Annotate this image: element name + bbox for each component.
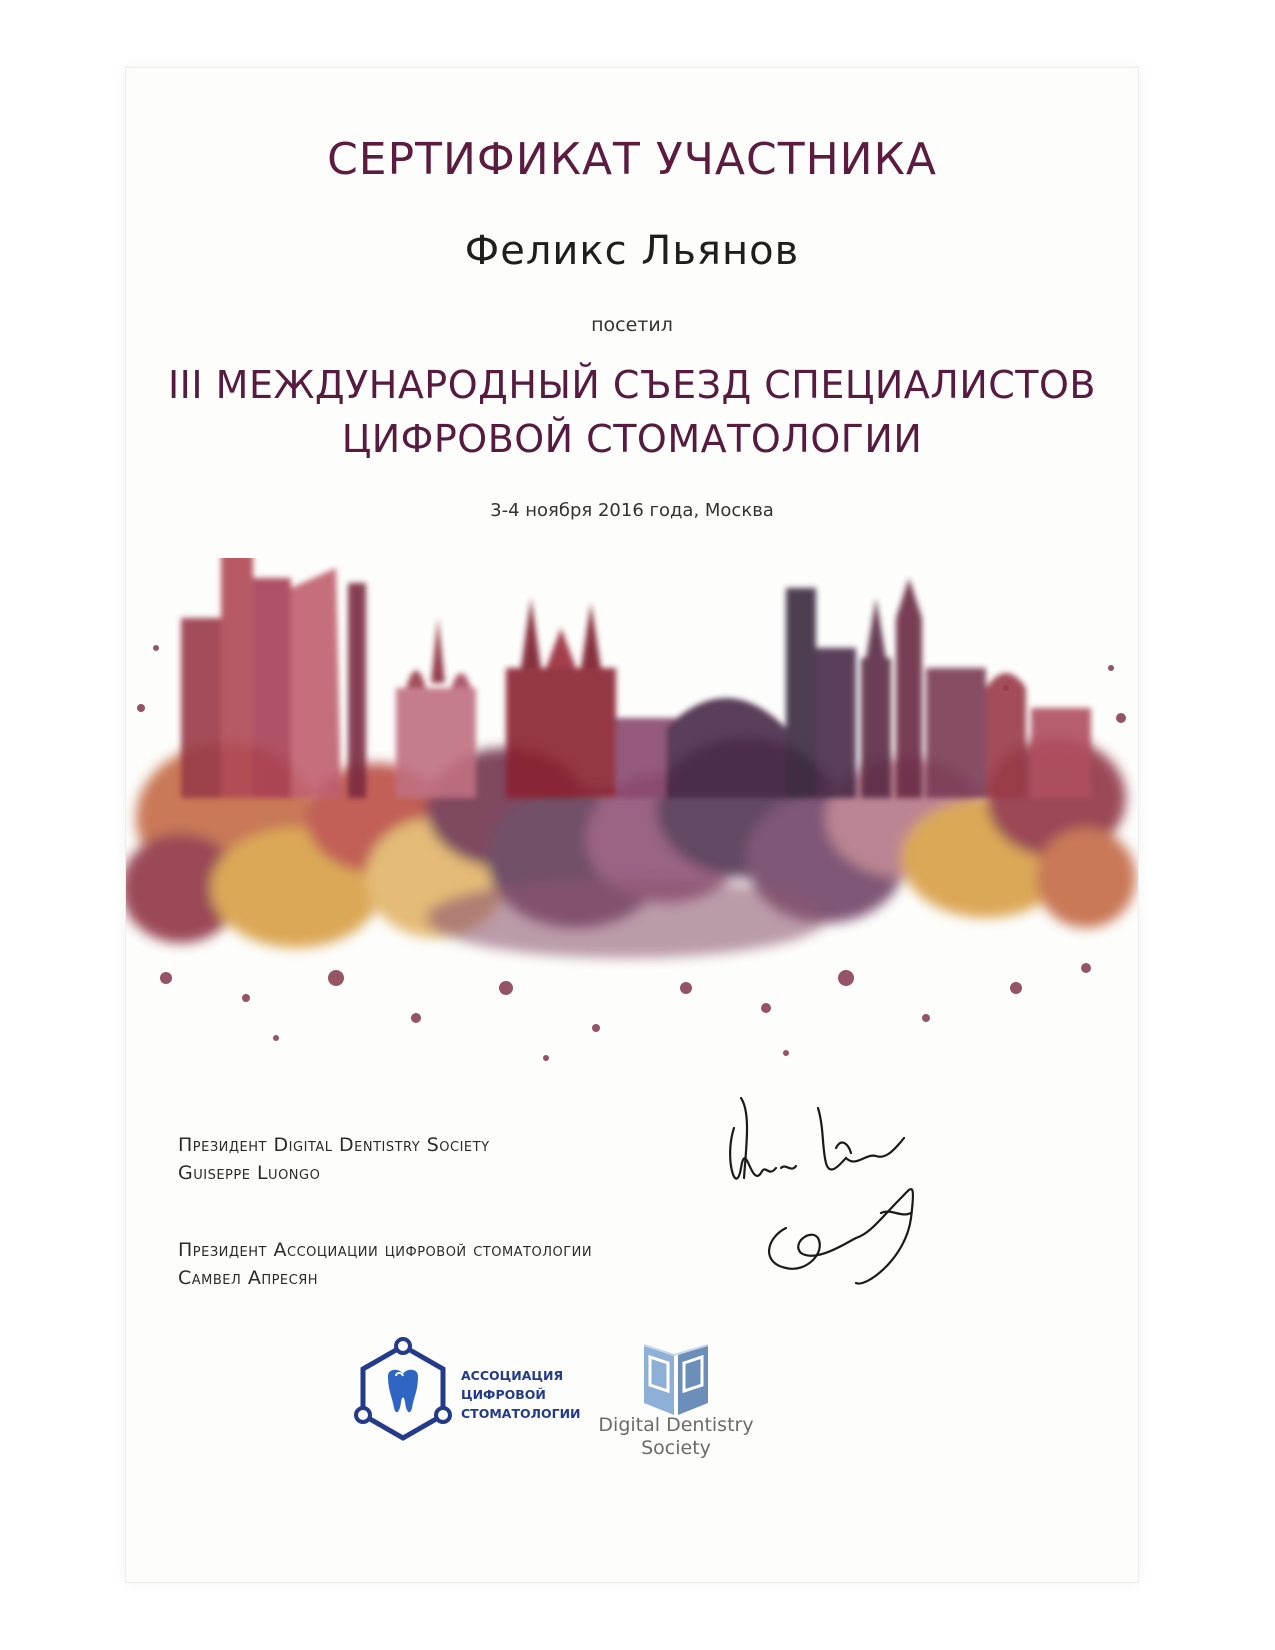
signatory-role: Президент Ассоциации цифровой стоматологии (178, 1239, 593, 1261)
dds-logo-text (581, 1414, 771, 1460)
dds-line-1: Digital Dentistry (598, 1414, 754, 1436)
signatory-name: Самвел Апресян (178, 1267, 319, 1289)
moscow-skyline-watercolor-icon (126, 558, 1138, 1088)
participant-name: Феликс Льянов (464, 228, 800, 274)
association-logo-text (461, 1366, 581, 1423)
visited-label: посетил (591, 314, 673, 336)
association-line-1: АССОЦИАЦИЯ (461, 1368, 564, 1383)
signatory-name: Guiseppe Luongo (178, 1162, 321, 1184)
certificate-sheet (126, 68, 1138, 1582)
association-line-3: СТОМАТОЛОГИИ (461, 1406, 581, 1421)
signatory-dds (178, 1131, 490, 1187)
dds-emblem-icon (636, 1333, 716, 1423)
signatory-role: Президент Digital Dentistry Society (178, 1134, 490, 1156)
event-title (126, 358, 1138, 466)
signatory-association (178, 1236, 592, 1292)
event-title-line-1: III МЕЖДУНАРОДНЫЙ СЪЕЗД СПЕЦИАЛИСТОВ (167, 363, 1097, 407)
certificate-title: СЕРТИФИКАТ УЧАСТНИКА (327, 134, 937, 185)
event-date-location: 3-4 ноября 2016 года, Москва (490, 500, 774, 521)
tooth-hexagon-icon (348, 1336, 458, 1448)
dds-line-2: Society (641, 1437, 711, 1459)
handwritten-signature-icon (706, 1068, 976, 1308)
association-line-2: ЦИФРОВОЙ (461, 1387, 546, 1402)
event-title-line-2: ЦИФРОВОЙ СТОМАТОЛОГИИ (341, 417, 923, 461)
